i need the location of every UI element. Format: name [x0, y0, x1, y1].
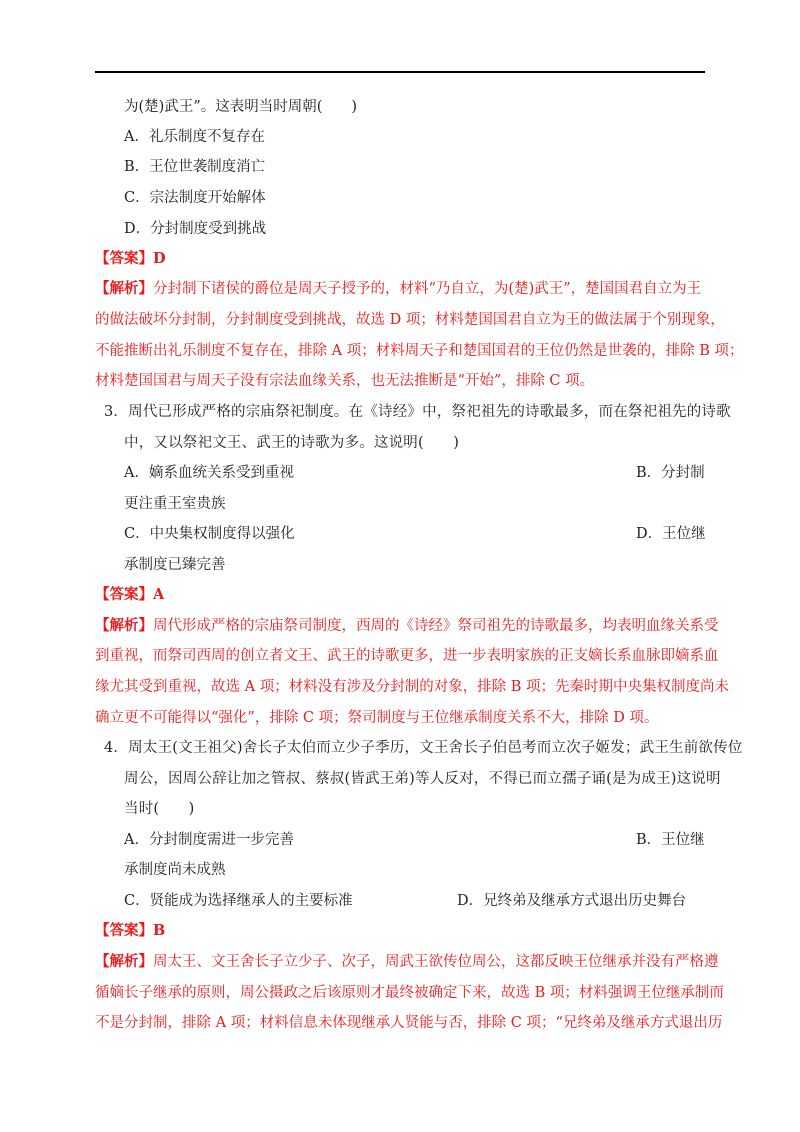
analysis-label: 【解析】	[95, 280, 153, 297]
q4-stem-line-2: 周公，因周公辞让加之管叔、蔡叔(皆武王弟)等人反对，不得已而立孺子诵(是为成王)这说明	[124, 771, 721, 787]
q2-stem-end: 为(楚)武王”。这表明当时周朝( )	[124, 99, 358, 115]
answer-value: A	[153, 586, 165, 603]
q4-analysis-line-3: 不是分封制，排除 A 项；材料信息未体现继承人贤能与否，排除 C 项；“兄终弟及继承方式退出历	[95, 1015, 723, 1031]
q2-analysis-line-3: 不能推断出礼乐制度不复存在，排除 A 项；材料周天子和楚国国君的王位仍然是世袭的，排除 B 项；	[95, 343, 744, 359]
q4-option-d: D．兄终弟及继承方式退出历史舞台	[457, 893, 687, 909]
q2-option-a: A．礼乐制度不复存在	[124, 129, 265, 145]
answer-label: 【答案】	[95, 586, 153, 603]
q4-analysis-line-1: 【解析】周太王、文王舍长子立少子、次子，周武王欲传位周公，这都反映王位继承并没有严格遵	[95, 953, 719, 970]
q3-analysis-line-1: 【解析】周代形成严格的宗庙祭司制度，西周的《诗经》祭司祖先的诗歌最多，均表明血缘关系受	[95, 617, 719, 634]
answer-value: D	[153, 250, 166, 267]
q3-option-b-end: 更注重王室贵族	[124, 496, 226, 512]
q3-option-d-start: D．王位继	[636, 526, 706, 542]
q3-stem-line-2: 中，又以祭祀文王、武王的诗歌为多。这说明( )	[124, 435, 460, 451]
q2-analysis-line-4: 材料楚国国君与周天子没有宗法血缘关系，也无法推断是“开始”，排除 C 项。	[95, 373, 595, 389]
q3-analysis-line-2: 到重视，而祭司西周的创立者文王、武王的诗歌更多，进一步表明家族的正支嫡长系血脉即嫡系血	[95, 648, 719, 664]
q3-option-a: A．嫡系血统关系受到重视	[124, 465, 294, 481]
q2-option-b: B．王位世袭制度消亡	[124, 159, 266, 175]
q4-option-a: A．分封制度需进一步完善	[124, 832, 294, 848]
q3-analysis-line-4: 确立更不可能得以“强化”，排除 C 项；祭司制度与王位继承制度关系不大，排除 D 项。	[95, 710, 659, 726]
q3-analysis-line-3: 缘尤其受到重视，故选 A 项；材料没有涉及分封制的对象，排除 B 项；先秦时期中央集权制度尚未	[95, 679, 730, 695]
q4-stem-line-3: 当时( )	[124, 801, 195, 817]
q3-option-b-start: B．分封制	[636, 465, 705, 481]
q4-analysis-line-2: 循嫡长子继承的原则，周公摄政之后该原则才最终被确定下来，故选 B 项；材料强调王位继承制而	[95, 985, 724, 1001]
q3-option-d-end: 承制度已臻完善	[124, 557, 226, 573]
q4-answer	[95, 921, 165, 941]
answer-value: B	[153, 922, 166, 939]
analysis-label: 【解析】	[95, 617, 153, 634]
q4-option-b-end: 承制度尚未成熟	[124, 862, 226, 878]
q2-option-c: C．宗法制度开始解体	[124, 190, 266, 206]
answer-label: 【答案】	[95, 250, 153, 267]
q2-analysis-line-1: 【解析】分封制下诸侯的爵位是周天子授予的，材料“乃自立，为(楚)武王”，楚国国君自立为王	[95, 280, 702, 297]
q3-stem-line-1: 3．周代已形成严格的宗庙祭祀制度。在《诗经》中，祭祀祖先的诗歌最多，而在祭祀祖先的诗歌	[104, 404, 731, 420]
q2-option-d: D．分封制度受到挑战	[124, 221, 267, 237]
analysis-label: 【解析】	[95, 953, 153, 970]
q4-stem-line-1: 4．周太王(文王祖父)舍长子太伯而立少子季历，文王舍长子伯邑考而立次子姬发；武王生前欲传位	[104, 740, 743, 756]
q4-option-b-start: B．王位继	[636, 832, 705, 848]
q3-answer	[95, 585, 164, 605]
q2-answer	[95, 249, 166, 269]
answer-label: 【答案】	[95, 922, 153, 939]
q2-analysis-line-2: 的做法破坏分封制，分封制度受到挑战，故选 D 项；材料楚国国君自立为王的做法属于个别现象，	[95, 312, 725, 328]
q3-option-c: C．中央集权制度得以强化	[124, 526, 295, 542]
q4-option-c: C．贤能成为选择继承人的主要标准	[124, 893, 353, 909]
header-rule	[95, 71, 705, 73]
